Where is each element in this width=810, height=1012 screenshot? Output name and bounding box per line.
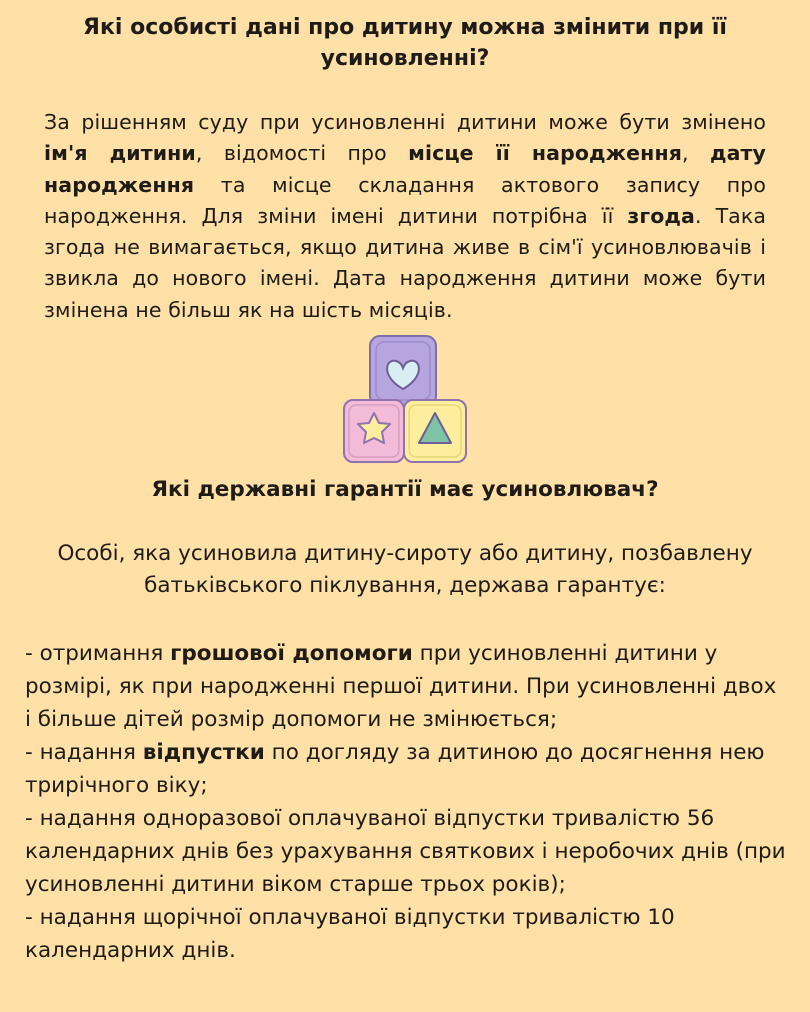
baby-blocks-illustration — [340, 334, 470, 466]
list-item — [25, 736, 787, 802]
bold-term-consent: згода — [627, 203, 695, 228]
section-1-paragraph — [44, 107, 766, 326]
list-item — [25, 901, 787, 967]
list-item-text: при усиновленні дитини у розмірі, як при народженні першої дитини. При усиновленні двох і більше дітей розмір допомоги не змінюється; — [25, 641, 777, 732]
bold-term-birthdate: дату народження — [44, 141, 766, 197]
section-2-heading: Які державні гарантії має усиновлювач? — [151, 477, 659, 502]
paragraph-text: , відомості про — [195, 141, 409, 166]
list-item-text: - надання щорічної оплачуваної відпустки тривалістю 10 календарних днів. — [25, 905, 675, 963]
bold-term-child-name: ім'я дитини — [44, 141, 196, 166]
guarantees-list — [25, 637, 787, 967]
list-item-text: - отримання — [25, 641, 171, 666]
list-item-text: - надання одноразової оплачуваної відпустки тривалістю 56 календарних днів без урахування святкових і неробочих днів (при усиновленні дитини віком старше трьох років); — [25, 806, 786, 897]
list-item-text: - надання — [25, 740, 143, 765]
bold-term-birthplace: місце її народження — [408, 141, 682, 166]
list-item-text: по догляду за дитиною до досягнення нею трирічного віку; — [25, 740, 765, 798]
paragraph-text: . Така згода не вимагається, якщо дитина живе в сім'ї усиновлювачів і звикла до нового імені. Дата народження дитини може бути змінена не більш як на шість місяців. — [44, 203, 766, 322]
section-2-intro: Особі, яка усиновила дитину-сироту або дитину, позбавлену батьківського піклування, держава гарантує: — [57, 541, 753, 598]
section-1-heading: Які особисті дані про дитину можна змінити при її усиновленні? — [83, 15, 727, 71]
paragraph-text: , — [681, 141, 710, 166]
paragraph-text: За рішенням суду при усиновленні дитини може бути змінено — [44, 110, 766, 134]
list-item — [25, 802, 787, 901]
bold-term-leave: відпустки — [142, 740, 265, 765]
bold-term-financial-aid: грошової допомоги — [170, 641, 413, 666]
paragraph-text: та місце складання актового запису про народження. Для зміни імені дитини потрібна її — [44, 172, 766, 228]
list-item — [25, 637, 787, 736]
